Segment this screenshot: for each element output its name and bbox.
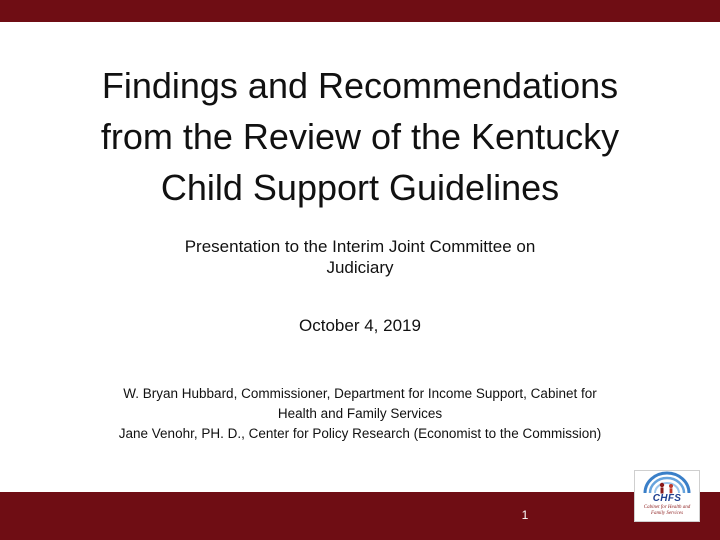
logo-name: CHFS — [652, 493, 682, 504]
presentation-date: October 4, 2019 — [299, 316, 421, 335]
subtitle-line: Presentation to the Interim Joint Committee on — [184, 237, 536, 256]
logo-tagline-line: Family Services — [650, 511, 684, 516]
author-line: Health and Family Services — [277, 406, 443, 421]
logo-tagline-line: Cabinet for Health and — [643, 505, 691, 510]
subtitle-line: Judiciary — [326, 258, 394, 277]
title-line: Child Support Guidelines — [160, 167, 560, 208]
page-number: 1 — [521, 508, 529, 522]
title-line: from the Review of the Kentucky — [100, 116, 620, 157]
author-line: Jane Venohr, PH. D., Center for Policy Research (Economist to the Commission) — [118, 426, 602, 441]
presenters — [40, 384, 680, 444]
top-band — [0, 0, 720, 22]
author-line: W. Bryan Hubbard, Commissioner, Department for Income Support, Cabinet for — [123, 386, 597, 401]
logo-tagline — [637, 505, 697, 517]
title-line: Findings and Recommendations — [101, 65, 619, 106]
slide-title — [30, 60, 690, 213]
chfs-logo — [634, 470, 700, 522]
slide-subtitle — [120, 236, 600, 278]
logo-emblem-icon — [635, 471, 699, 495]
bottom-band — [0, 492, 720, 540]
